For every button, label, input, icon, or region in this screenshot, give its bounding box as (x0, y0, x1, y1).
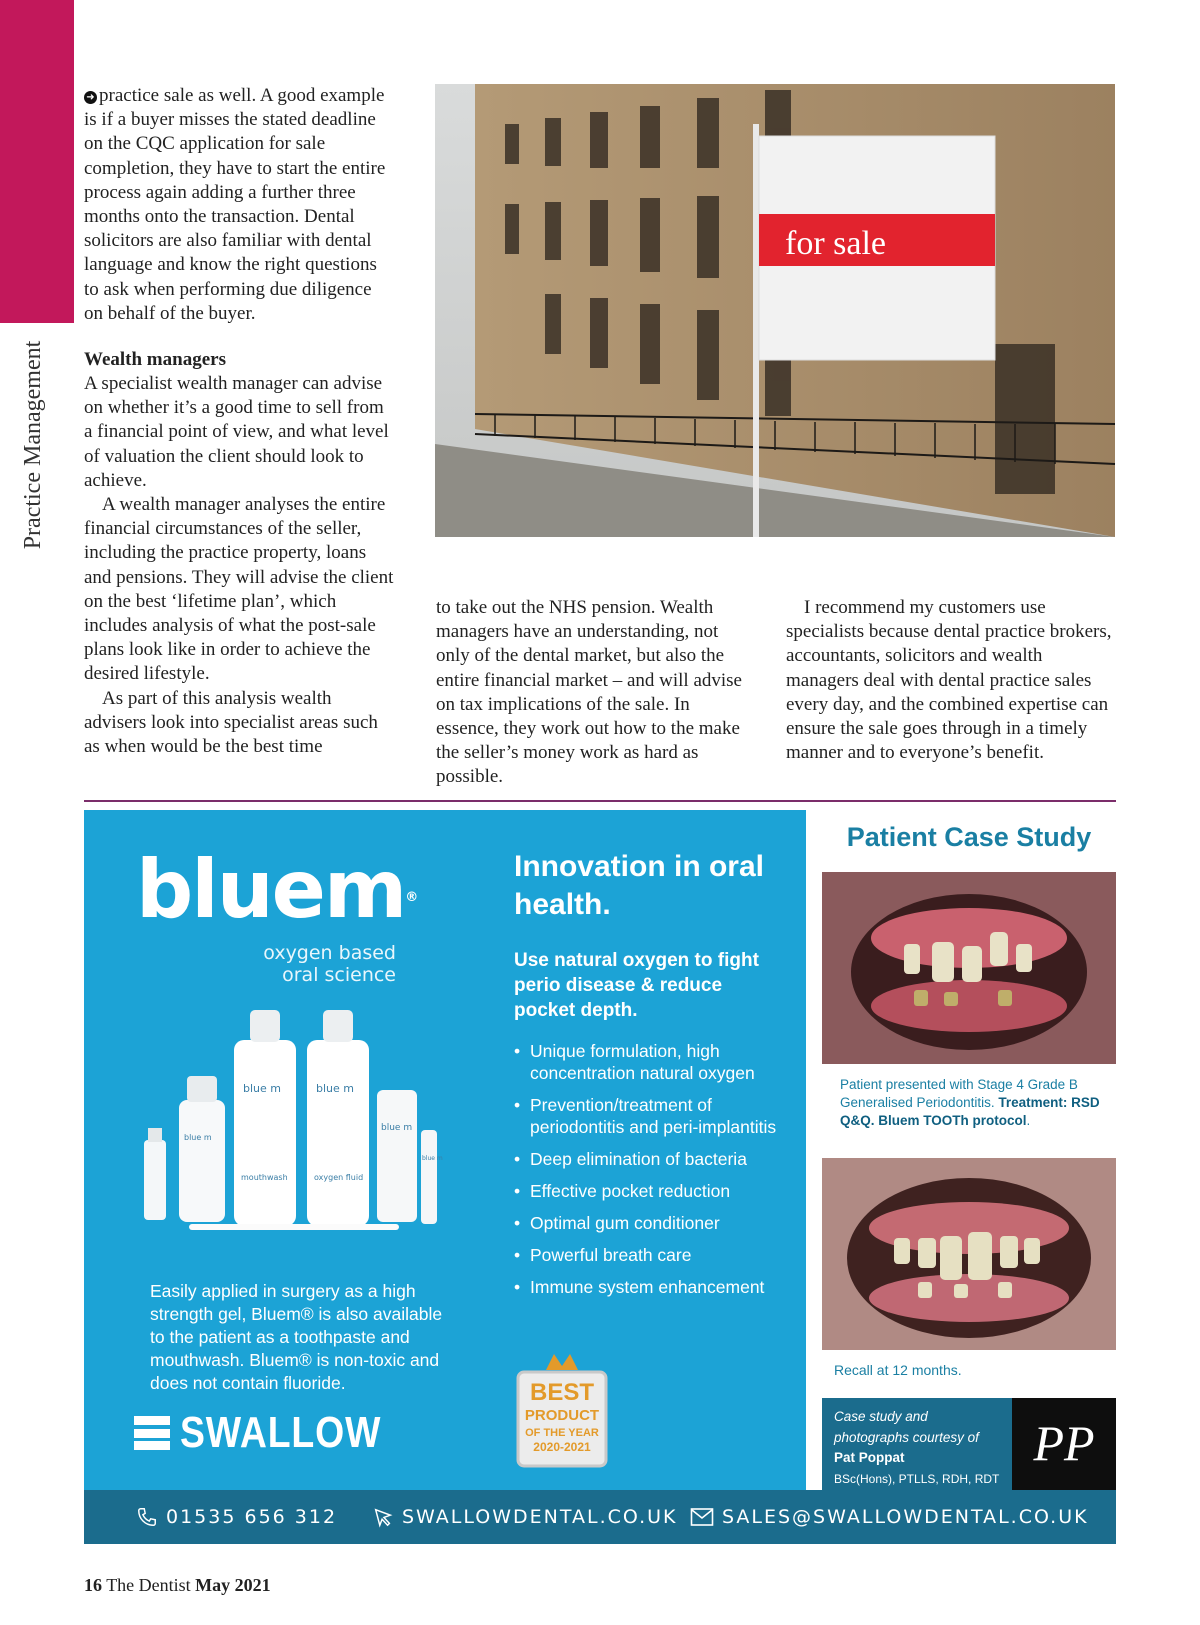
magazine-name: The Dentist (106, 1575, 191, 1595)
page-footer (84, 1575, 271, 1596)
ad-description: Easily applied in surgery as a high strength gel, Bluem® is also available to the patient as a toothpaste and mouthwash. Bluem® is non-toxic and does not contain fluoride. (150, 1281, 443, 1393)
case-study-title: Patient Case Study (846, 822, 1092, 852)
section-divider (84, 800, 1116, 802)
article-paragraph: A wealth manager analyses the entire financial circumstances of the seller, including the practice property, loans and pensions. They will advise the client on the best ‘lifetime plan’, which includes analysis of what the post-sale plans look like in order to achieve the desired lifestyle. (84, 494, 394, 685)
product-label: blue m (316, 1082, 354, 1095)
product-label: blue m (243, 1082, 281, 1095)
product-label: oxygen fluid (314, 1173, 364, 1182)
article-column-1 (84, 84, 394, 759)
for-sale-sign-text: for sale (785, 225, 887, 262)
photo-credit: Case study and photographs courtesy of Pat Poppat BSc(Hons), PTLLS, RDH, RDT (822, 1398, 1012, 1490)
contact-bar (84, 1490, 1116, 1544)
section-color-bar (0, 0, 74, 323)
article-paragraph: A specialist wealth manager can advise on whether it’s a good time to sell from a financial point of view, and what level of valuation the client should look to achieve. (84, 373, 389, 491)
case-caption-recall: Recall at 12 months. (834, 1362, 962, 1378)
list-item: • Prevention/treatment of periodontitis and peri-implantitis (514, 1094, 784, 1138)
svg-text:2020-2021: 2020-2021 (533, 1440, 591, 1454)
list-item: • Deep elimination of bacteria (514, 1148, 784, 1170)
page-number: 16 (84, 1575, 102, 1595)
subheading-wealth-managers: Wealth managers (84, 349, 226, 371)
list-item: • Unique formulation, high concentration natural oxygen (514, 1040, 784, 1084)
list-item: • Optimal gum conditioner (514, 1212, 784, 1234)
bluem-logo: bluem® (136, 843, 417, 936)
list-item: • Immune system enhancement (514, 1276, 784, 1298)
phone-contact[interactable]: 01535 656 312 (136, 1490, 337, 1544)
article-paragraph: I recommend my customers use specialists because dental practice brokers, accountants, solicitors and wealth managers deal with dental practice sales every day, and the combined expertise can ensure the sale goes through in a timely manner and to everyone’s benefit. (786, 597, 1112, 764)
swallow-logo: SWALLOW (134, 1408, 417, 1458)
swallow-mark-icon (134, 1416, 170, 1450)
product-label: blue m (422, 1155, 443, 1162)
list-item: • Effective pocket reduction (514, 1180, 784, 1202)
product-label: mouthwash (241, 1173, 288, 1182)
phone-icon (136, 1506, 158, 1528)
continued-arrow-icon: ➜ (84, 91, 97, 104)
envelope-icon (690, 1507, 714, 1527)
before-teeth-photo (822, 872, 1116, 1064)
section-label: Practice Management (20, 340, 46, 550)
ad-subheadline: Use natural oxygen to fight perio disease & reduce pocket depth. (514, 950, 759, 1021)
after-teeth-photo (822, 1158, 1116, 1350)
svg-text:PRODUCT: PRODUCT (524, 1407, 600, 1424)
article-column-3 (786, 596, 1116, 765)
issue-date: May 2021 (195, 1575, 271, 1595)
product-label: blue m (184, 1133, 212, 1142)
article-paragraph: As part of this analysis wealth advisers look into specialist areas such as when would be the best time (84, 687, 378, 758)
article-paragraph: ➜ practice sale as well. A good example is if a buyer misses the stated deadline on the CQC application for sale completion, they have to start the entire process again adding a further three months onto the transaction. Dental solicitors are also familiar with dental language and know the right questions to ask when performing due diligence on behalf of the buyer. (84, 85, 386, 324)
terrace-street-illustration (435, 84, 1115, 537)
patient-case-study (822, 810, 1116, 1490)
email-link[interactable]: SALES@SWALLOWDENTAL.CO.UK (690, 1490, 1089, 1544)
product-bottles-illustration (139, 1010, 443, 1250)
pp-monogram-logo (1012, 1398, 1116, 1490)
product-lineup (139, 1010, 443, 1250)
article-column-2 (436, 596, 756, 790)
ad-headline: Innovation in oral health. (514, 850, 765, 921)
svg-text:OF THE YEAR: OF THE YEAR (525, 1427, 599, 1439)
best-product-award-badge (516, 1350, 608, 1470)
svg-text:PP: PP (1033, 1415, 1095, 1471)
svg-text:BEST: BEST (529, 1379, 595, 1406)
bluem-advert (84, 810, 806, 1490)
feature-list (514, 1040, 784, 1308)
website-link[interactable]: SWALLOWDENTAL.CO.UK (372, 1490, 678, 1544)
cursor-icon (372, 1506, 394, 1528)
product-label: blue m (381, 1123, 413, 1133)
for-sale-photo (435, 84, 1115, 537)
article-paragraph: to take out the NHS pension. Wealth managers have an understanding, not only of the dental market, but also the entire financial market – and will advise on tax implications of the sale. In essence, they work out how to the make the seller’s money work as hard as possible. (436, 597, 742, 788)
list-item: • Powerful breath care (514, 1244, 784, 1266)
bluem-tagline: oxygen based oral science (263, 942, 396, 986)
case-caption-presented: Patient presented with Stage 4 Grade B Generalised Periodontitis. Treatment: RSD Q&Q. Bluem TOOTh protocol. (840, 1077, 1100, 1128)
